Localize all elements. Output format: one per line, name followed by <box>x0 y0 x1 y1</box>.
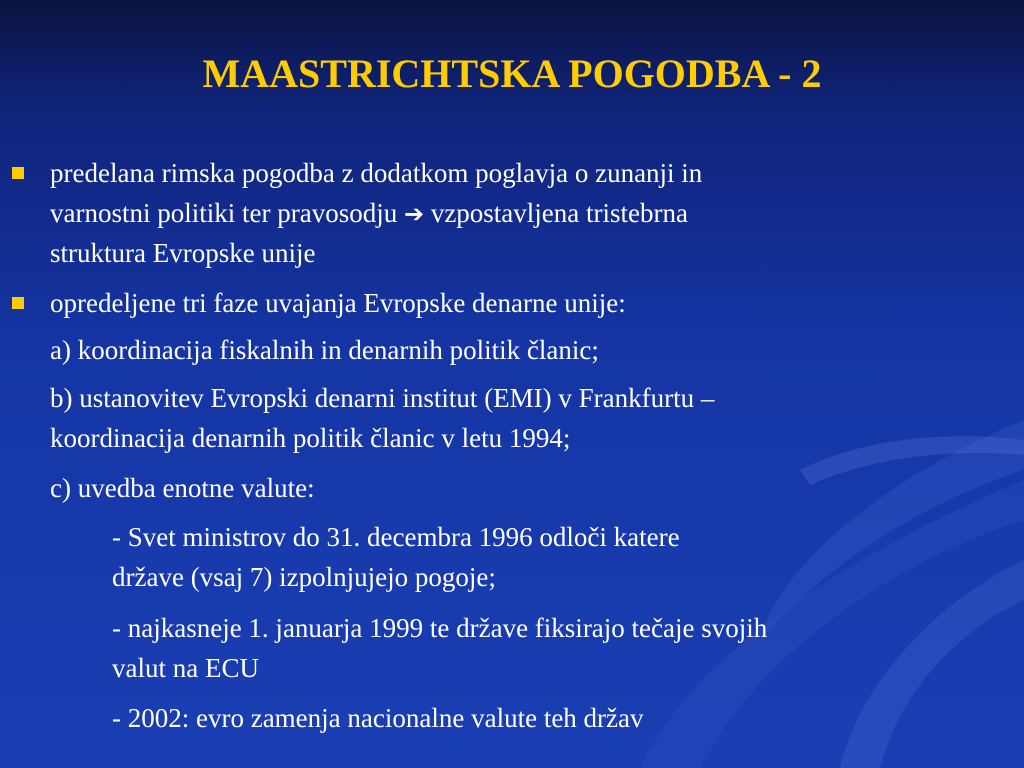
sub-item-c: c) uvedba enotne valute: <box>50 473 315 503</box>
slide-title: MAASTRICHTSKA POGODBA - 2 <box>202 51 822 96</box>
detail2-line1: - najkasneje 1. januarja 1999 te države fiksirajo tečaje svojih <box>112 613 768 643</box>
item1-line2 <box>50 195 688 232</box>
item1-line2-part-a: varnostni politiki ter pravosodju <box>50 198 398 228</box>
sub-item-b-line2: koordinacija denarnih politik članic v letu 1994; <box>50 423 571 453</box>
item1-line3: struktura Evropske unije <box>50 238 316 268</box>
item1-line1: predelana rimska pogodba z dodatkom poglavja o zunanji in <box>50 158 703 188</box>
right-arrow-icon: ➔ <box>403 200 425 228</box>
detail3-line: - 2002: evro zamenja nacionalne valute teh držav <box>112 703 644 733</box>
bullet-icon <box>12 297 24 309</box>
item1-line2-part-b: vzpostavljena tristebrna <box>430 198 688 228</box>
detail1-line1: - Svet ministrov do 31. decembra 1996 odloči katere <box>112 522 680 552</box>
bullet-icon <box>12 167 24 179</box>
item2-line1: opredeljene tri faze uvajanja Evropske denarne unije: <box>50 288 626 318</box>
detail1-line2: države (vsaj 7) izpolnjujejo pogoje; <box>112 562 496 592</box>
detail2-line2: valut na ECU <box>112 653 259 683</box>
sub-item-b-line1: b) ustanovitev Evropski denarni institut (EMI) v Frankfurtu – <box>50 383 715 413</box>
sub-item-a: a) koordinacija fiskalnih in denarnih politik članic; <box>50 335 599 365</box>
